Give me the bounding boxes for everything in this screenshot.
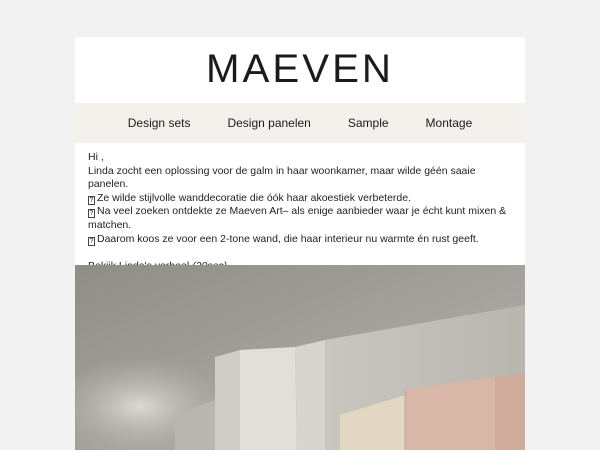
- room-photo-illustration: [75, 265, 525, 450]
- nav-sample[interactable]: Sample: [347, 116, 389, 130]
- spacer: [88, 246, 512, 260]
- bullet-1: [88, 192, 512, 206]
- maeven-logo[interactable]: [200, 49, 400, 91]
- svg-text:MAEVEN: MAEVEN: [206, 49, 394, 91]
- nav-design-panelen[interactable]: Design panelen: [227, 116, 311, 130]
- bullet-1-text: Ze wilde stijlvolle wanddecoratie die óók haar akoestiek verbeterde.: [97, 191, 412, 204]
- greeting: Hi ,: [88, 151, 104, 163]
- brand-header: [75, 37, 525, 103]
- missing-glyph-icon: ?: [89, 196, 94, 204]
- intro-text: Linda zocht een oplossing voor de galm in haar woonkamer, maar wilde géén saaie panelen.: [88, 164, 476, 191]
- message-body: [75, 143, 525, 273]
- nav-design-sets[interactable]: Design sets: [127, 116, 191, 130]
- nav-montage[interactable]: Montage: [425, 116, 473, 130]
- bullet-3-text: Daarom koos ze voor een 2-tone wand, die haar interieur nu warmte én rust geeft.: [97, 232, 479, 245]
- bullet-2: [88, 205, 512, 232]
- missing-glyph-icon: ?: [89, 210, 94, 218]
- missing-glyph-icon: ?: [89, 237, 94, 245]
- bullet-2-text: Na veel zoeken ontdekte ze Maeven Art– als enige aanbieder waar je écht kunt mixen & matchen.: [88, 205, 507, 231]
- email-container: [75, 37, 525, 450]
- bullet-3: [88, 233, 512, 247]
- main-nav: [75, 103, 525, 143]
- hero-photo[interactable]: [75, 265, 525, 450]
